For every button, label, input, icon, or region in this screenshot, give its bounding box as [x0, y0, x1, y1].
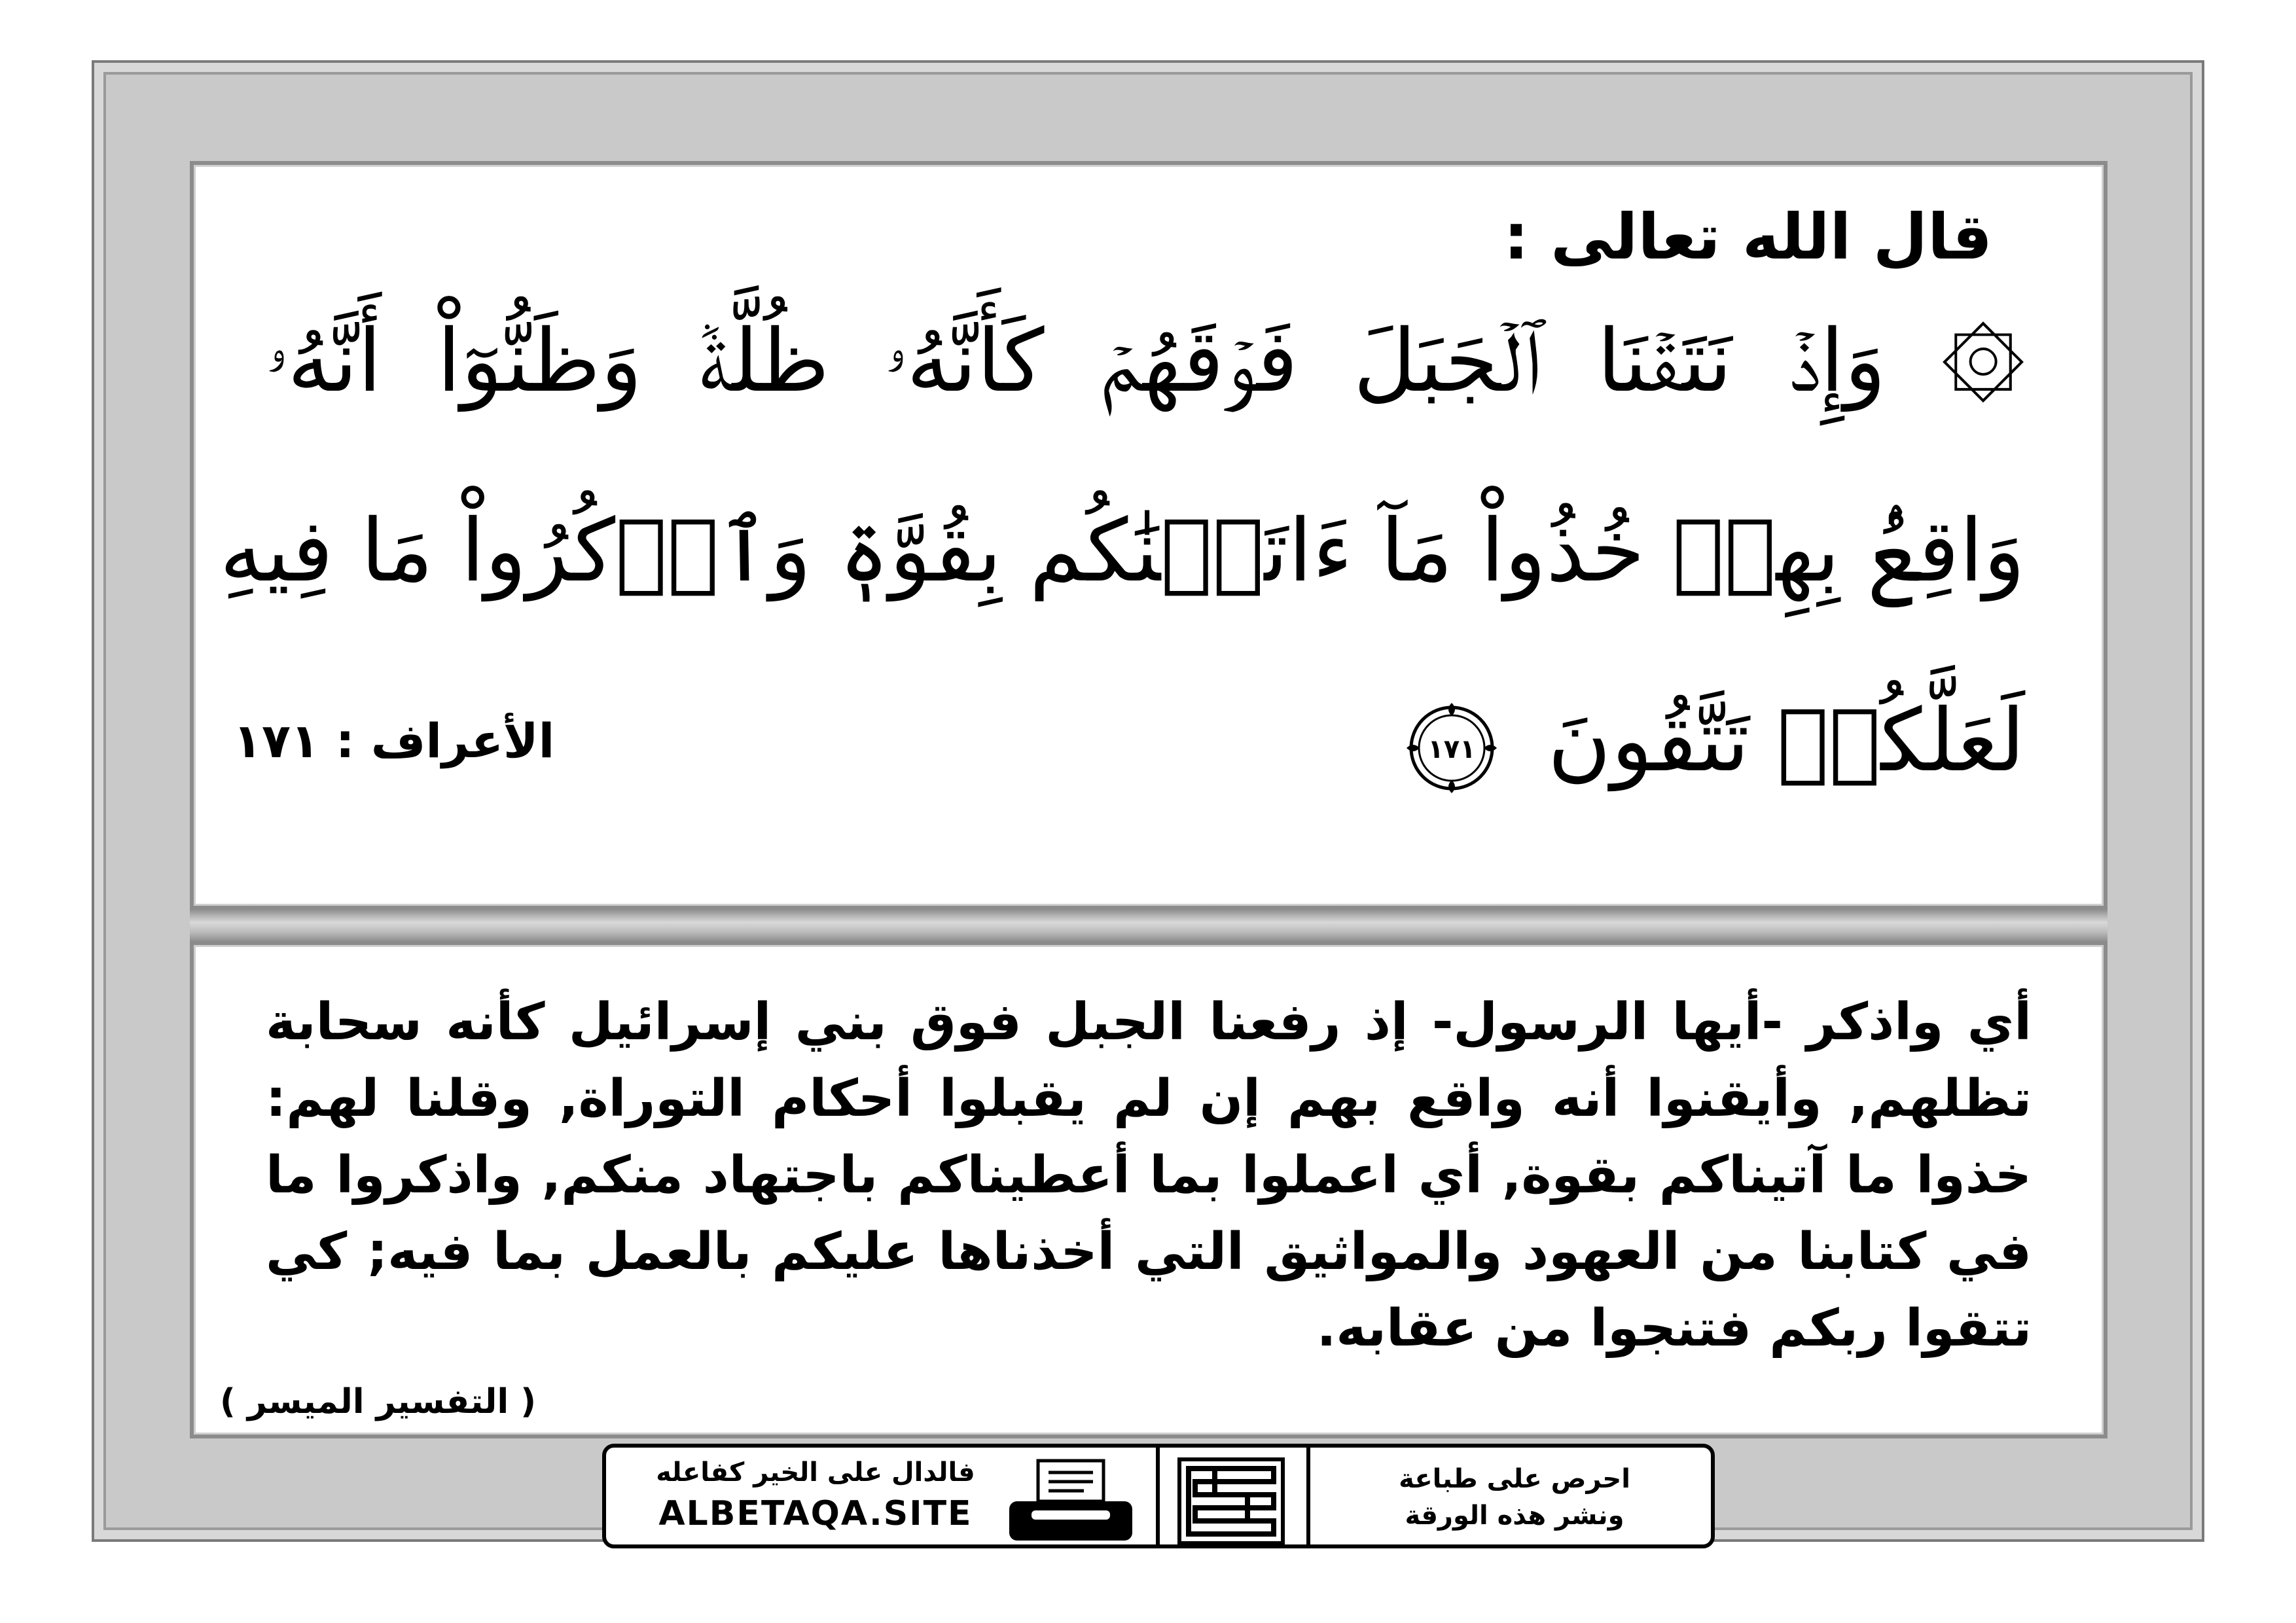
- tafsir-text: أي واذكر -أيها الرسول- إذ رفعنا الجبل فوق بني إسرائيل كأنه سحابة تظلهم, وأيقنوا أنه واقع بهم إن لم يقبلوا أحكام التوراة, وقلنا لهم: خذوا ما آتيناكم بقوة, أي اعملوا بما أعطيناكم باجتهاد منكم, واذكروا ما في كتابنا من العهود والمواثيق التي أخذناها عليكم بالعمل بما فيه; كي تتقوا ربكم فتنجوا من عقابه.: [266, 993, 2032, 1358]
- heading-title: قال الله تعالى :: [1503, 200, 1992, 274]
- printer-icon: [1005, 1458, 1136, 1543]
- verse-line-2: وَاقِعُۢ بِهِمۡ خُذُواْ مَآ ءَاتَيۡنَٰكُم بِقُوَّةٖ وَٱذۡكُرُواْ مَا فِيهِ: [219, 501, 2025, 601]
- logo: [1175, 1455, 1287, 1547]
- verse-line-3-text: لَعَلَّكُمۡ تَتَّقُونَ: [1547, 690, 2025, 791]
- footer-cta-line-1: احرص على طباعة: [1399, 1464, 1630, 1494]
- footer-site-link[interactable]: ALBETAQA.SITE: [658, 1494, 973, 1533]
- footer-cta-line-2: ونشر هذه الورقة: [1405, 1501, 1624, 1531]
- ayah-number: ١٧١: [1427, 734, 1476, 764]
- verse-panel: [190, 161, 2108, 910]
- panel-divider: [190, 910, 2108, 941]
- footer-separator-left: [1156, 1448, 1160, 1544]
- footer-banner: [602, 1444, 1715, 1548]
- footer-separator-right: [1306, 1448, 1310, 1544]
- footer-tagline: فالدال على الخير كفاعله: [656, 1457, 975, 1488]
- footer-site-block: [632, 1454, 999, 1539]
- footer-call-to-action: [1344, 1461, 1685, 1534]
- verse-line-1: ۞ وَإِذۡ نَتَقۡنَا ٱلۡجَبَلَ فَوۡقَهُمۡ كَأَنَّهُۥ ظُلَّةٞ وَظَنُّوٓاْ أَنَّهُۥ: [266, 311, 2025, 412]
- verse-reference: الأعراف : ١٧١: [233, 713, 555, 768]
- ayah-end-ornament-icon: [1403, 699, 1501, 797]
- verse-line-3: [1403, 669, 2025, 813]
- tafsir-source: ( التفسير الميسر ): [220, 1382, 537, 1421]
- tafsir-panel: [190, 941, 2108, 1438]
